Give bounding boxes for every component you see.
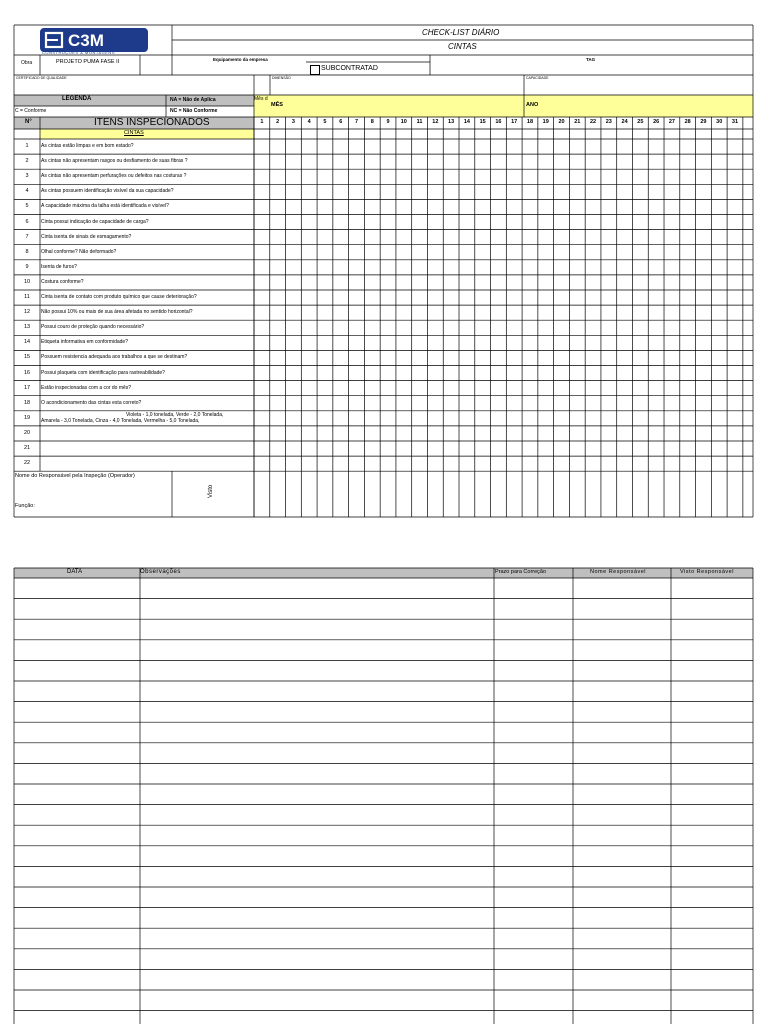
day-header: 24 [621,119,628,125]
day-header: 3 [291,119,295,125]
day-header: 18 [526,119,534,125]
day-header: 22 [589,119,597,125]
day-header: 27 [668,119,675,125]
item-text: Possui couro de proteção quando necessário? [41,324,145,331]
legend-c: C = Conforme [15,108,47,114]
obs-header-date: DATA [67,569,83,575]
day-header: 16 [495,119,502,125]
day-header: 20 [558,119,565,125]
item-number: 16 [23,369,31,376]
item-number: 14 [23,339,31,346]
item-text: Etiqueta informativa em conformidade? [41,339,128,346]
item-number: 8 [25,248,29,255]
day-header: 30 [716,119,723,125]
item-text: As cintas estão limpas e em bom estado? [41,143,134,149]
equipment-label: Equipamento da empresa [213,57,268,62]
certificate-label: CERTIFICADO DE QUALIDADE [16,76,67,80]
day-header: 13 [448,119,455,125]
item-text: Violeta - 1,0 tonelada, Verde - 2,0 Tonelada, [126,411,224,418]
item-number: 12 [23,309,31,316]
item-text: As cintas não apresentam perfurações ou defeitos nas costuras ? [41,173,187,180]
item-text: Possui plaqueta com identificação para rastreabilidade? [41,369,165,376]
day-header: 7 [354,119,359,125]
item-number: 11 [24,294,30,300]
month-prefix: Mês d [254,96,268,102]
item-text: As cintas possuem identificação visível da sua capacidade? [41,188,174,195]
logo-subtitle: CONSTRUÇÕES & MONTAGENS [42,50,115,55]
day-header: 15 [479,119,486,125]
item-text: A capacidade máxima da talha está identificada e visível? [41,203,169,210]
responsible-label: Nome do Responsável pela Inspeção (Operador) [15,473,135,479]
item-number: 19 [23,414,31,421]
item-number: 21 [23,445,31,451]
item-number: 20 [23,429,31,436]
item-number: 15 [23,354,31,361]
item-number: 22 [23,460,31,467]
day-header: 12 [432,119,439,125]
item-number: 6 [25,218,29,225]
month-label: MÊS [271,102,283,108]
item-number: 2 [25,158,29,165]
day-header: 28 [684,119,691,125]
items-header: ITENS INSPECIONADOS [94,117,210,128]
function-label: Função: [15,503,35,509]
number-header: N° [25,119,32,125]
svg-text:C3M: C3M [68,31,104,50]
obs-header-deadline: Prazo para Correção [495,569,547,575]
item-text: Não possui 10% ou mais de sua área afetada no sentido horizontal? [41,309,193,316]
day-header: 10 [400,119,407,125]
day-header: 29 [700,119,707,125]
day-header: 5 [323,119,327,125]
legend-na: NA = Não de Aplica [170,97,216,103]
year-label: ANO [526,102,539,108]
form-title: CHECK-LIST DIÁRIO [422,28,500,37]
item-number: 5 [25,203,29,210]
item-number: 7 [25,233,29,240]
item-text: O acondicionamento das cintas esta correto? [41,399,142,406]
capacity-label: CAPACIDADE [526,76,549,80]
obs-header-visto: Visto Responsável [680,569,734,575]
day-header: 14 [463,119,470,125]
item-number: 18 [23,399,31,406]
obs-header-notes: Observações [140,569,181,575]
section-label: CINTAS [124,130,144,136]
item-text: Estão inspecionadas com a cor do mês? [41,384,132,391]
item-text: Costura conforme? [41,278,84,285]
item-number: 1 [25,143,29,149]
legend-nc: NC = Não Conforme [170,108,218,114]
day-header: 21 [574,119,581,125]
day-header: 17 [511,119,518,125]
item-text: Cinta isenta de sinais de esmagamento? [41,233,132,240]
day-header: 1 [260,119,264,125]
day-header: 9 [386,119,390,125]
item-number: 4 [25,188,29,195]
day-header: 4 [307,119,311,125]
day-header: 6 [339,119,343,125]
day-header: 23 [605,119,612,125]
day-header: 25 [637,119,644,125]
obra-label: Obra [21,60,33,66]
tag-label: TAG [586,57,596,62]
item-text: Cinta possui indicação de capacidade de carga? [41,218,149,225]
day-header: 26 [653,119,660,125]
visto-label: Visto [208,484,214,498]
item-number: 3 [25,173,29,180]
item-number: 13 [23,324,31,331]
item-number: 10 [23,278,31,285]
item-text: Olhal conforme? Não deformado? [41,248,117,255]
day-header: 31 [731,119,739,125]
dimension-label: DIMENSÃO [272,76,291,80]
item-text: Possuem resistencia adequada aos trabalhos a que se destinam? [41,354,188,361]
item-text: Isenta de furos? [41,263,77,270]
item-number: 17 [23,384,31,391]
form-subtitle: CINTAS [448,42,477,51]
item-text: Cinta isenta de contato com produto químico que cause deterioração? [41,294,197,300]
item-number: 9 [25,263,29,270]
item-text: As cintas não apresentam rasgos ou desfiamento de suas fibras ? [41,158,188,165]
legend-title: LEGENDA [62,96,92,102]
obs-header-name: Nome Responsável [590,569,646,575]
obra-value: PROJETO PUMA FASE II [56,59,120,65]
day-header: 2 [276,119,280,125]
day-header: 8 [370,119,374,125]
day-header: 19 [542,119,549,125]
day-header: 11 [416,119,423,125]
item-text-line2: Amarela - 3,0 Tonelada, Cinza - 4,0 Tonelada, Vermelha - 5,0 Tonelada, [41,417,200,424]
subcontratada-label: SUBCONTRATAD [321,65,378,72]
